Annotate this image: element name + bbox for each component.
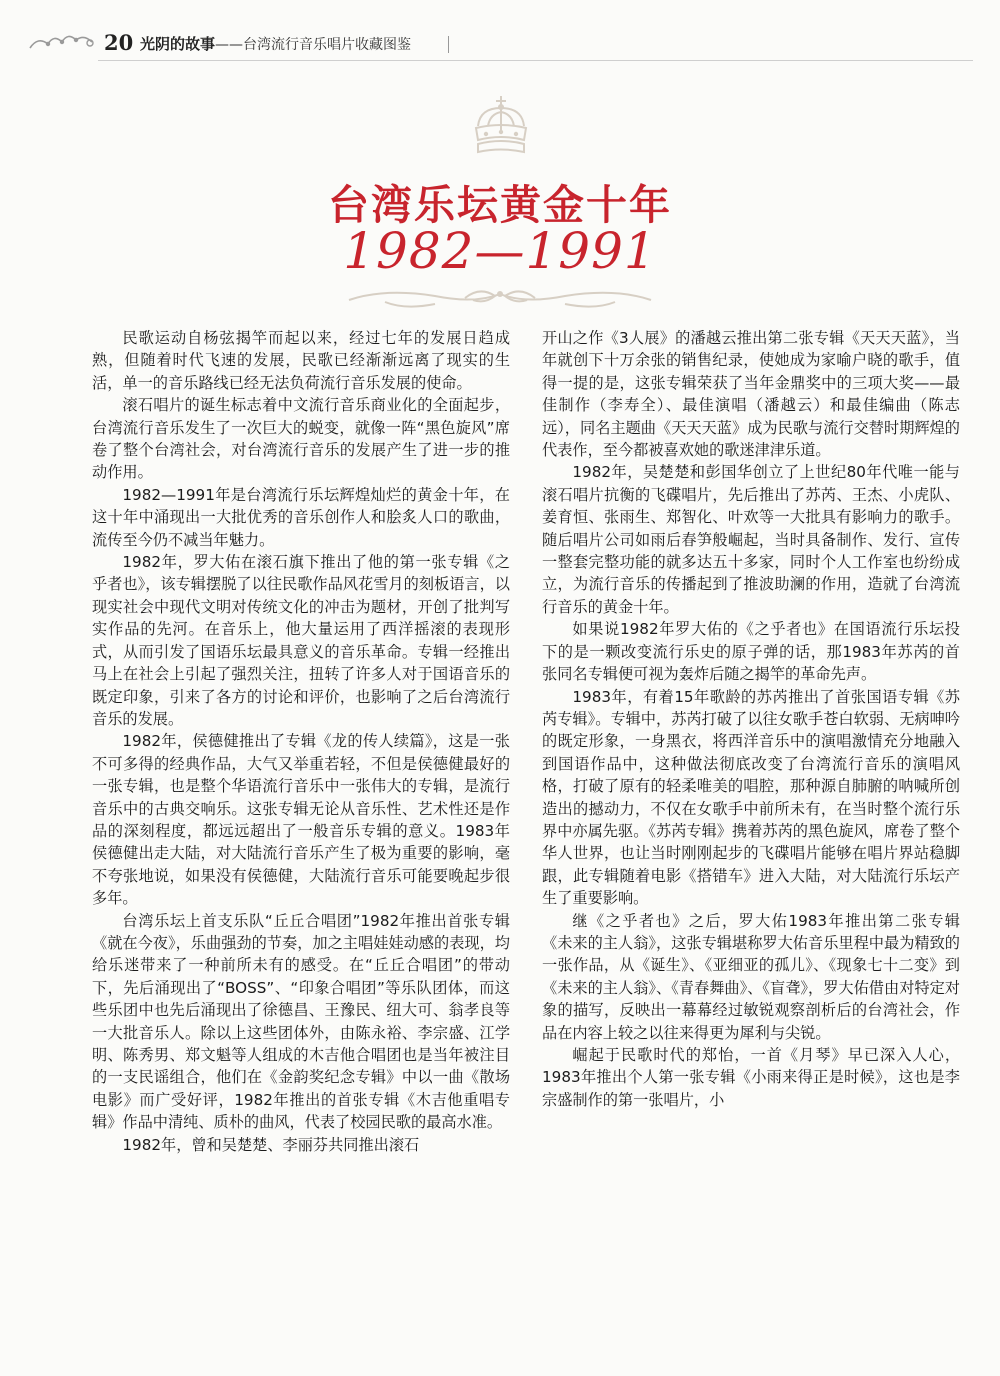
paragraph: 1982年，曾和吴楚楚、李丽芬共同推出滚石 xyxy=(122,1135,420,1154)
page-header xyxy=(28,28,973,62)
header-rule xyxy=(98,60,973,61)
paragraph: 崛起于民歌时代的郑怡，一首《月琴》早已深入人心，1983年推出个人第一张专辑《小雨来得正是时候》，这也是李宗盛制作的第一张唱片，小 xyxy=(542,1046,960,1109)
article-years: 1982—1991 xyxy=(343,222,657,280)
crown-icon xyxy=(470,92,532,164)
article-title: 台湾乐坛黄金十年 xyxy=(328,181,672,229)
book-title: 光阴的故事 xyxy=(140,35,216,53)
paragraph: 台湾乐坛上首支乐队“丘丘合唱团”1982年推出首张专辑《就在今夜》，乐曲强劲的节奏，加之主唱娃娃动感的表现，均给乐迷带来了一种前所未有的感受。在“丘丘合唱团”的带动下，先后涌现出了“BOSS”、“印象合唱团”等乐队团体，而这些乐团中也先后涌现出了徐德昌、王豫民、纽大可、翁孝良等一大批音乐人。除以上这些团体外，由陈永裕、李宗盛、江学明、陈秀男、郑文魁等人组成的木吉他合唱团也是当年被注目的一支民谣组合，他们在《金韵奖纪念专辑》中以一曲《散场电影》而广受好评，1982年推出的首张专辑《木吉他重唱专辑》作品中清纯、质朴的曲风，代表了校园民歌的最高水准。 xyxy=(92,911,510,1132)
paragraph: 继《之乎者也》之后，罗大佑1983年推出第二张专辑《未来的主人翁》，这张专辑堪称罗大佑音乐里程中最为精致的一张作品，从《诞生》、《亚细亚的孤儿》、《现象七十二变》到《未来的主人翁》、《青春舞曲》、《盲聋》，罗大佑借由对特定对象的描写，反映出一幕幕经过敏锐观察剖析后的台湾社会，作品在内容上较之以往来得更为犀利与尖锐。 xyxy=(542,911,960,1042)
paragraph-continuation: 开山之作《3人展》的潘越云推出第二张专辑《天天天蓝》，当年就创下十万余张的销售纪录，使她成为家喻户晓的歌手，值得一提的是，这张专辑荣获了当年金鼎奖中的三项大奖——最佳制作（李寿全）、最佳演唱（潘越云）和最佳编曲（陈志远），同名主题曲《天天天蓝》成为民歌与流行交替时期辉煌的代表作，至今都被喜欢她的歌迷津津乐道。 xyxy=(542,329,960,460)
paragraph: 如果说1982年罗大佑的《之乎者也》在国语流行乐坛投下的是一颗改变流行乐史的原子弹的话，那1983年苏芮的首张同名专辑便可视为轰炸后随之揭竿的革命先声。 xyxy=(542,620,960,684)
paragraph: 1982—1991年是台湾流行乐坛辉煌灿烂的黄金十年，在这十年中涌现出一大批优秀的音乐创作人和脍炙人口的歌曲，流传至今仍不减当年魅力。 xyxy=(92,485,510,549)
header-divider xyxy=(448,36,449,53)
paragraph: 1982年，罗大佑在滚石旗下推出了他的第一张专辑《之乎者也》，该专辑摆脱了以往民歌作品风花雪月的刻板语言，以现实社会中现代文明对传统文化的冲击为题材，开创了批判写实作品的先河。在音乐上，他大量运用了西洋摇滚的表现形式，从而引发了国语乐坛最具意义的音乐革命。专辑一经推出马上在社会上引起了强烈关注，扭转了许多人对于国语音乐的既定印象，引来了各方的讨论和评价，也影响了之后台湾流行音乐的发展。 xyxy=(92,553,510,728)
paragraph: 1982年，吴楚楚和彭国华创立了上世纪80年代唯一能与滚石唱片抗衡的飞碟唱片，先后推出了苏芮、王杰、小虎队、姜育恒、张雨生、郑智化、叶欢等一大批具有影响力的歌手。随后唱片公司如雨后春笋般崛起，当时具备制作、发行、宣传一整套完整功能的就多达五十多家，同时个人工作室也纷纷成立，为流行音乐的传播起到了推波助澜的作用，造就了台湾流行音乐的黄金十年。 xyxy=(542,463,960,616)
paragraph: 民歌运动自杨弦揭竿而起以来，经过七年的发展日趋成熟，但随着时代飞速的发展，民歌已经渐渐远离了现实的生活，单一的音乐路线已经无法负荷流行音乐发展的使命。 xyxy=(92,329,510,392)
left-column xyxy=(92,327,510,1156)
paragraph: 1982年，侯德健推出了专辑《龙的传人续篇》，这是一张不可多得的经典作品，大气又举重若轻，不但是侯德健最好的一张专辑，也是整个华语流行音乐中一张伟大的专辑，是流行音乐中的古典交响乐。这张专辑无论从音乐性、艺术性还是作品的深刻程度，都远远超出了一般音乐专辑的意义。1983年侯德健出走大陆，对大陆流行音乐产生了极为重要的影响，毫不夸张地说，如果没有侯德健，大陆流行音乐可能要晚起步很多年。 xyxy=(92,732,510,908)
book-subtitle: ——台湾流行音乐唱片收藏图鉴 xyxy=(215,37,411,53)
floral-ornament-icon xyxy=(28,30,98,54)
paragraph: 滚石唱片的诞生标志着中文流行音乐商业化的全面起步，台湾流行音乐发生了一次巨大的蜕变，就像一阵“黑色旋风”席卷了整个台湾社会，对台湾流行音乐的发展产生了进一步的推动作用。 xyxy=(92,396,510,482)
scroll-flourish-icon xyxy=(345,282,655,312)
right-column xyxy=(542,327,960,1111)
page-number: 20 xyxy=(104,30,134,55)
paragraph: 1983年，有着15年歌龄的苏芮推出了首张国语专辑《苏芮专辑》。专辑中，苏芮打破了以往女歌手苍白软弱、无病呻吟的既定形象，一身黑衣，将西洋音乐中的演唱激情充分地融入到国语作品中，这种做法彻底改变了台湾流行音乐的演唱风格，打破了原有的轻柔唯美的唱腔，那种源自肺腑的呐喊所创造出的撼动力，不仅在女歌手中前所未有，在当时整个流行乐界中亦属先驱。《苏芮专辑》携着苏芮的黑色旋风，席卷了整个华人世界，也让当时刚刚起步的飞碟唱片能够在唱片界站稳脚跟，此专辑随着电影《搭错车》进入大陆，对大陆流行乐坛产生了重要影响。 xyxy=(542,687,960,908)
